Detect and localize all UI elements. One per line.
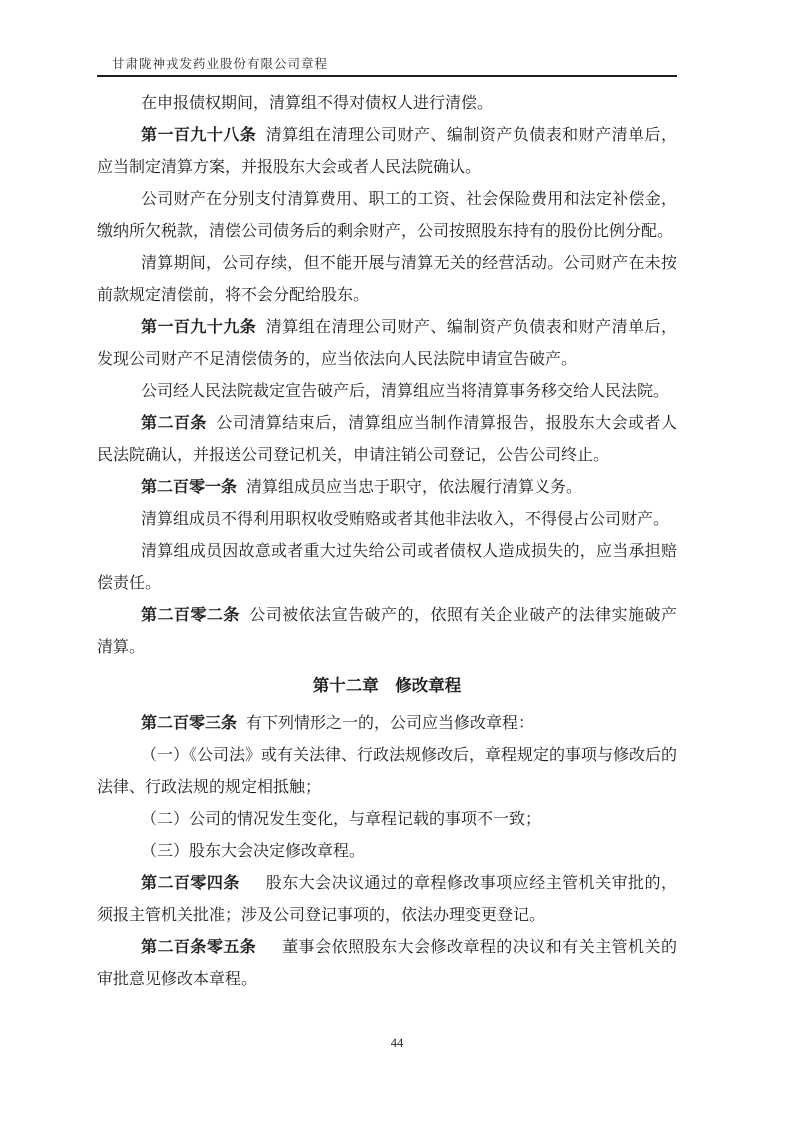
article-number: 第一百九十八条 bbox=[141, 127, 257, 144]
paragraph: 第一百九十九条 清算组在清理公司财产、编制资产负债表和财产清单后，发现公司财产不足清偿债务的，应当依法向人民法院申请宣告破产。 bbox=[97, 319, 677, 368]
article-number: 第二百条零五条 bbox=[141, 939, 257, 956]
page-footer bbox=[0, 1034, 794, 1052]
chapter-title: 第十二章 修改章程 bbox=[312, 676, 462, 695]
chapter-heading bbox=[97, 670, 677, 702]
article-number: 第二百零三条 bbox=[141, 715, 238, 732]
paragraph: 第二百条零五条 董事会依照股东大会修改章程的决议和有关主管机关的审批意见修改本章程。 bbox=[97, 939, 677, 988]
article-number: 第二百零一条 bbox=[141, 479, 238, 496]
article-number: 第二百条 bbox=[141, 415, 207, 432]
article-number: 第二百零四条 bbox=[141, 875, 240, 892]
paragraph: 公司财产在分别支付清算费用、职工的工资、社会保险费用和法定补偿金，缴纳所欠税款，清偿公司债务后的剩余财产，公司按照股东持有的股份比例分配。 bbox=[97, 191, 677, 240]
paragraph: 在申报债权期间，清算组不得对债权人进行清偿。 bbox=[141, 95, 494, 112]
paragraph: 第一百九十八条 清算组在清理公司财产、编制资产负债表和财产清单后，应当制定清算方案，并报股东大会或者人民法院确认。 bbox=[97, 127, 677, 176]
page-number: 44 bbox=[390, 1036, 404, 1050]
paragraph: 第二百零三条 有下列情形之一的，公司应当修改章程： bbox=[141, 715, 535, 732]
paragraph: （三）股东大会决定修改章程。 bbox=[141, 843, 366, 860]
paragraph: 第二百零二条 公司被依法宣告破产的，依照有关企业破产的法律实施破产清算。 bbox=[97, 607, 677, 656]
paragraph: 第二百零一条 清算组成员应当忠于职守，依法履行清算义务。 bbox=[141, 479, 583, 496]
paragraph: （一）《公司法》或有关法律、行政法规修改后，章程规定的事项与修改后的法律、行政法规的规定相抵触； bbox=[97, 747, 678, 796]
paragraph: 清算期间，公司存续，但不能开展与清算无关的经营活动。公司财产在未按前款规定清偿前，将不会分配给股东。 bbox=[97, 255, 677, 304]
paragraph: 清算组成员因故意或者重大过失给公司或者债权人造成损失的，应当承担赔偿责任。 bbox=[97, 543, 677, 592]
paragraph: 第二百条 公司清算结束后，清算组应当制作清算报告，报股东大会或者人民法院确认，并报送公司登记机关，申请注销公司登记，公告公司终止。 bbox=[97, 415, 677, 464]
document-body bbox=[97, 88, 677, 996]
paragraph: 第二百零四条 股东大会决议通过的章程修改事项应经主管机关审批的，须报主管机关批准；涉及公司登记事项的，依法办理变更登记。 bbox=[97, 875, 677, 924]
article-number: 第一百九十九条 bbox=[141, 319, 257, 336]
header-title: 甘肃陇神戎发药业股份有限公司章程 bbox=[112, 57, 329, 71]
paragraph: （二）公司的情况发生变化，与章程记载的事项不一致； bbox=[141, 811, 542, 828]
article-number: 第二百零二条 bbox=[141, 607, 240, 624]
page-header bbox=[97, 54, 677, 77]
paragraph: 公司经人民法院裁定宣告破产后，清算组应当将清算事务移交给人民法院。 bbox=[141, 383, 670, 400]
paragraph: 清算组成员不得利用职权收受贿赂或者其他非法收入，不得侵占公司财产。 bbox=[141, 511, 670, 528]
